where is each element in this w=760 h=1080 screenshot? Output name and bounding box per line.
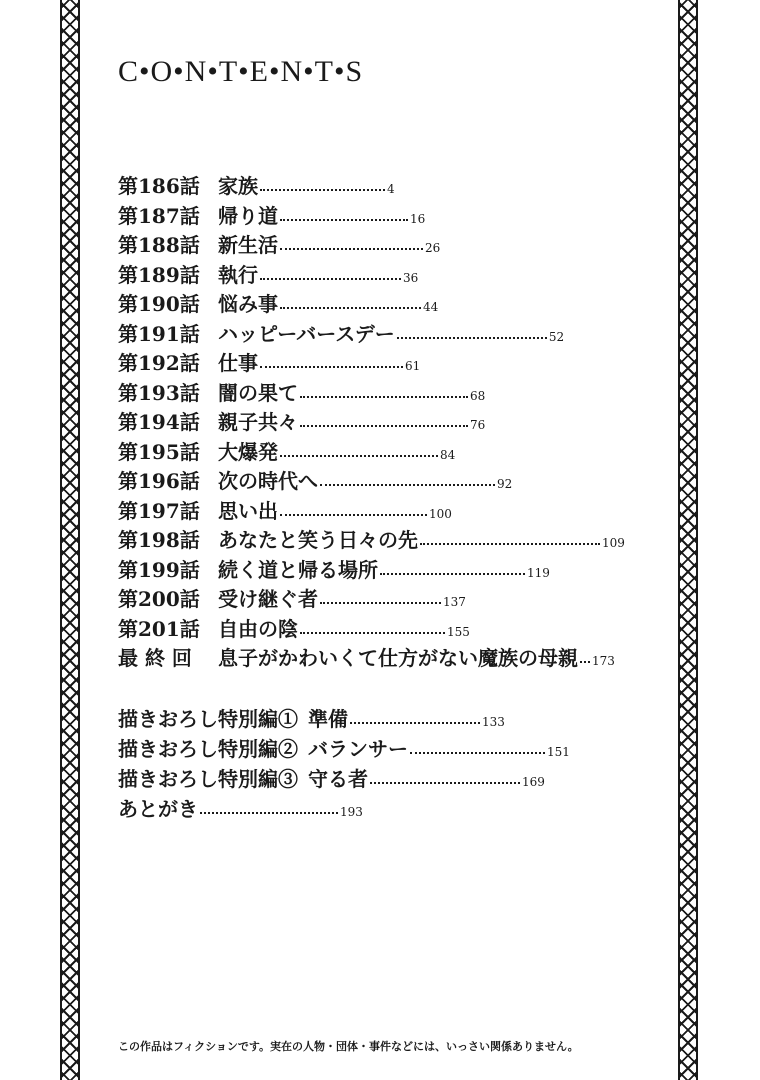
- chapter-number: 第191話: [118, 321, 200, 346]
- chapter-row[interactable]: [118, 436, 455, 462]
- extra-title: バランサー: [308, 737, 408, 761]
- extra-label: 描きおろし特別編③: [118, 767, 298, 791]
- decorative-border-right: [678, 0, 698, 1080]
- chapter-row[interactable]: [118, 347, 420, 373]
- chapter-page: 100: [429, 506, 452, 521]
- leader-dots: [260, 181, 385, 191]
- chapter-title: 仕事: [218, 351, 258, 375]
- chapter-page: 155: [447, 624, 470, 639]
- chapter-page: 84: [440, 447, 456, 462]
- chapter-page: 52: [548, 329, 565, 344]
- chapter-title: 受け継ぐ者: [218, 587, 318, 611]
- leader-dots: [350, 714, 480, 724]
- decorative-border-left: [60, 0, 80, 1080]
- chapter-row[interactable]: [118, 583, 466, 609]
- chapter-number: 第188話: [118, 233, 200, 257]
- chapter-title: 執行: [218, 262, 258, 287]
- chapter-number: 第196話: [118, 469, 200, 493]
- chapter-title: 次の時代へ: [218, 469, 318, 493]
- chapter-number: 第192話: [118, 351, 200, 375]
- chapter-row[interactable]: [118, 406, 485, 432]
- chapter-page: 44: [423, 300, 439, 314]
- chapter-row[interactable]: [118, 613, 470, 639]
- chapter-page: 109: [602, 536, 625, 550]
- disclaimer: この作品はフィクションです。実在の人物・団体・事件などには、いっさい関係ありません。: [118, 1040, 579, 1053]
- chapter-page: 119: [527, 565, 550, 580]
- chapter-page: 137: [443, 595, 466, 609]
- chapter-number: 第199話: [118, 557, 200, 582]
- chapter-row[interactable]: [118, 524, 625, 550]
- leader-dots: [420, 535, 600, 545]
- chapter-title: あなたと笑う日々の先: [218, 528, 418, 552]
- chapter-row[interactable]: [118, 495, 452, 521]
- chapter-page: 61: [405, 359, 421, 373]
- chapter-title: 続く道と帰る場所: [218, 557, 378, 582]
- leader-dots: [280, 240, 423, 250]
- extra-title: 準備: [308, 707, 348, 731]
- leader-dots: [300, 388, 468, 398]
- chapter-number: 第201話: [118, 616, 200, 641]
- chapter-page: 4: [387, 182, 395, 196]
- chapter-number: 第200話: [118, 587, 200, 611]
- chapter-number: 第195話: [118, 439, 200, 464]
- chapter-title: 思い出: [218, 498, 278, 523]
- chapter-number: 第193話: [118, 380, 200, 405]
- afterword-row[interactable]: [118, 793, 363, 819]
- chapter-title: ハッピーバースデー: [218, 321, 395, 346]
- afterword-label: あとがき: [118, 797, 198, 821]
- chapter-row[interactable]: [118, 288, 438, 314]
- leader-dots: [280, 447, 438, 457]
- chapter-number: 第198話: [118, 528, 200, 552]
- extra-row[interactable]: [118, 703, 505, 729]
- extra-row[interactable]: [118, 733, 570, 759]
- extra-page: 151: [547, 745, 570, 759]
- chapter-title: 親子共々: [218, 410, 298, 434]
- chapter-row[interactable]: [118, 170, 395, 196]
- leader-dots: [580, 653, 590, 663]
- chapter-row[interactable]: [118, 259, 418, 285]
- chapter-row[interactable]: [118, 554, 550, 580]
- extra-label: 描きおろし特別編①: [118, 707, 298, 731]
- chapter-title: 家族: [218, 174, 258, 198]
- leader-dots: [260, 358, 403, 368]
- chapter-page: 173: [592, 654, 615, 668]
- chapter-row[interactable]: [118, 377, 485, 403]
- leader-dots: [370, 774, 520, 784]
- chapter-page: 92: [497, 477, 513, 491]
- afterword-page: 193: [340, 805, 363, 819]
- chapter-number: 第186話: [118, 174, 200, 198]
- leader-dots: [380, 565, 525, 575]
- leader-dots: [200, 804, 338, 814]
- chapter-page: 76: [470, 418, 486, 432]
- chapter-number: 第190話: [118, 292, 200, 316]
- chapter-page: 36: [403, 270, 419, 285]
- chapter-number: 第187話: [118, 203, 200, 228]
- chapter-row[interactable]: [118, 642, 615, 668]
- extra-row[interactable]: [118, 763, 545, 789]
- leader-dots: [260, 270, 401, 280]
- chapter-number: 第189話: [118, 262, 200, 287]
- chapter-title: 大爆発: [218, 439, 278, 464]
- chapter-row[interactable]: [118, 200, 425, 226]
- extra-page: 133: [482, 715, 505, 729]
- chapter-page: 16: [410, 211, 426, 226]
- extra-page: 169: [522, 775, 545, 789]
- chapter-row[interactable]: [118, 229, 440, 255]
- chapter-page: 26: [425, 241, 441, 255]
- leader-dots: [300, 417, 468, 427]
- contents-title: C•O•N•T•E•N•T•S: [118, 55, 364, 88]
- chapter-number: 第197話: [118, 498, 200, 523]
- leader-dots: [410, 744, 545, 754]
- chapter-page: 68: [470, 388, 486, 403]
- chapter-row[interactable]: [118, 318, 564, 344]
- leader-dots: [320, 476, 495, 486]
- leader-dots: [300, 624, 445, 634]
- chapter-title: 帰り道: [218, 203, 278, 228]
- chapter-row[interactable]: [118, 465, 512, 491]
- extra-label: 描きおろし特別編②: [118, 737, 298, 761]
- chapter-title: 新生活: [218, 233, 278, 257]
- chapter-title: 息子がかわいくて仕方がない魔族の母親: [218, 646, 578, 670]
- leader-dots: [397, 329, 547, 339]
- chapter-number: 第194話: [118, 410, 200, 434]
- chapter-title: 悩み事: [218, 292, 278, 316]
- chapter-title: 自由の陰: [218, 616, 298, 641]
- chapter-title: 闇の果て: [218, 380, 298, 405]
- leader-dots: [280, 299, 421, 309]
- chapter-number: 最 終 回: [118, 646, 192, 670]
- leader-dots: [280, 211, 408, 221]
- extra-title: 守る者: [308, 767, 368, 791]
- leader-dots: [320, 594, 441, 604]
- leader-dots: [280, 506, 427, 516]
